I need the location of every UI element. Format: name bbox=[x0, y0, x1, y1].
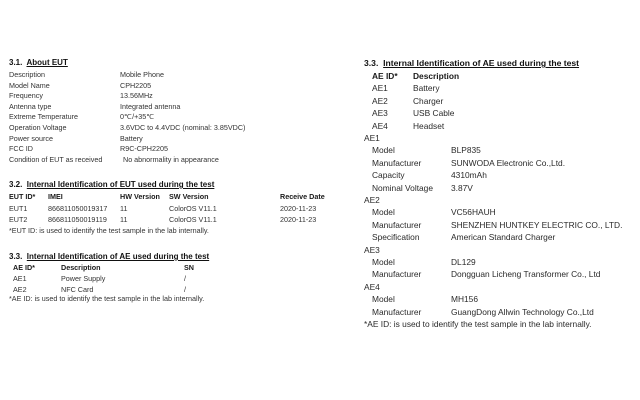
field-value: CPH2205 bbox=[120, 80, 152, 90]
section-title: About EUT bbox=[26, 58, 68, 67]
field-label: Model bbox=[372, 207, 395, 218]
field-label: Manufacturer bbox=[372, 306, 422, 317]
eut-ident-heading bbox=[9, 180, 214, 189]
ae-note-left: *AE ID: is used to identify the test sample in the lab internally. bbox=[9, 294, 205, 303]
field-label: Condition of EUT as received bbox=[9, 154, 103, 164]
table-cell: AE2 bbox=[13, 284, 27, 294]
table-header: AE ID* bbox=[13, 263, 35, 272]
table-header: Description bbox=[61, 263, 101, 272]
field-label: Power source bbox=[9, 133, 53, 143]
field-label: FCC ID bbox=[9, 144, 33, 154]
group-heading: AE1 bbox=[364, 133, 380, 143]
field-value: Mobile Phone bbox=[120, 70, 164, 79]
section-title: Internal Identification of EUT used during the test bbox=[26, 180, 215, 189]
field-label: Frequency bbox=[9, 91, 43, 101]
table-header: AE ID* bbox=[372, 71, 398, 81]
table-cell: Headset bbox=[413, 120, 445, 131]
table-header: Description bbox=[413, 71, 460, 81]
table-cell: Power Supply bbox=[61, 274, 106, 283]
table-cell: AE1 bbox=[372, 83, 388, 94]
field-label: Model bbox=[372, 257, 395, 267]
field-label: Model Name bbox=[9, 80, 50, 90]
table-cell: AE3 bbox=[372, 108, 388, 119]
field-label: Extreme Temperature bbox=[9, 112, 78, 122]
group-heading: AE3 bbox=[364, 244, 380, 255]
field-value: Battery bbox=[120, 133, 143, 143]
table-cell: EUT2 bbox=[9, 215, 28, 224]
table-cell: Battery bbox=[413, 83, 440, 94]
table-header: EUT ID* bbox=[9, 192, 36, 201]
table-cell: NFC Card bbox=[61, 284, 94, 294]
field-label: Description bbox=[9, 70, 45, 79]
table-cell: 2020-11-23 bbox=[280, 215, 317, 224]
field-label: Model bbox=[372, 145, 395, 156]
section-heading bbox=[9, 58, 68, 67]
field-value: No abnormality in appearance bbox=[123, 154, 219, 164]
field-value: 4310mAh bbox=[451, 170, 487, 181]
field-value: American Standard Charger bbox=[451, 232, 556, 243]
field-value: BLP835 bbox=[451, 145, 481, 156]
field-value: GuangDong Allwin Technology Co.,Ltd bbox=[451, 306, 594, 317]
field-value: 3.6VDC to 4.4VDC (nominal: 3.85VDC) bbox=[120, 123, 246, 132]
field-label: Manufacturer bbox=[372, 157, 422, 168]
table-cell: 11 bbox=[120, 215, 128, 224]
table-cell: / bbox=[184, 274, 186, 283]
table-cell: 2020-11-23 bbox=[280, 204, 317, 213]
section-number: 3.3. bbox=[364, 58, 379, 68]
field-value: MH156 bbox=[451, 294, 478, 305]
table-cell: AE2 bbox=[372, 95, 388, 106]
field-value: Dongguan Licheng Transformer Co., Ltd bbox=[451, 269, 601, 280]
field-value: 0℃/+35℃ bbox=[120, 112, 155, 122]
section-title: Internal Identification of AE used during the test bbox=[383, 58, 580, 68]
ae-note-right: *AE ID: is used to identify the test sample in the lab internally. bbox=[364, 319, 592, 329]
field-label: Capacity bbox=[372, 170, 405, 181]
field-value: SUNWODA Electronic Co.,Ltd. bbox=[451, 157, 566, 168]
field-label: Model bbox=[372, 294, 395, 305]
table-cell: 866811050019119 bbox=[48, 215, 107, 224]
table-cell: AE4 bbox=[372, 120, 388, 131]
table-cell: ColorOS V11.1 bbox=[169, 215, 217, 224]
field-value: DL129 bbox=[451, 257, 476, 267]
field-label: Operation Voltage bbox=[9, 123, 67, 132]
field-value: R9C-CPH2205 bbox=[120, 144, 168, 154]
section-title: Internal Identification of AE used during the test bbox=[26, 252, 210, 261]
field-value: 13.56MHz bbox=[120, 91, 153, 101]
field-value: 3.87V bbox=[451, 182, 473, 193]
section-number: 3.3. bbox=[9, 252, 23, 261]
field-label: Manufacturer bbox=[372, 269, 422, 280]
field-label: Nominal Voltage bbox=[372, 182, 433, 193]
table-cell: USB Cable bbox=[413, 108, 455, 119]
section-number: 3.2. bbox=[9, 180, 23, 189]
table-header: IMEI bbox=[48, 192, 63, 201]
field-label: Manufacturer bbox=[372, 219, 422, 230]
field-value: SHENZHEN HUNTKEY ELECTRIC CO., LTD. bbox=[451, 219, 623, 230]
group-heading: AE2 bbox=[364, 195, 380, 205]
table-cell: AE1 bbox=[13, 274, 27, 283]
field-value: VC56HAUH bbox=[451, 207, 496, 218]
table-header: Receive Date bbox=[280, 192, 325, 201]
table-cell: Charger bbox=[413, 95, 444, 106]
ae-ident-heading bbox=[9, 252, 209, 261]
table-header: SN bbox=[184, 263, 194, 272]
field-label: Antenna type bbox=[9, 101, 52, 111]
table-cell: EUT1 bbox=[9, 204, 28, 213]
table-cell: 866811050019317 bbox=[48, 204, 108, 213]
field-value: Integrated antenna bbox=[120, 101, 181, 111]
eut-note: *EUT ID: is used to identify the test sample in the lab internally. bbox=[9, 226, 209, 235]
field-label: Specification bbox=[372, 232, 420, 243]
table-header: SW Version bbox=[169, 192, 209, 201]
table-cell: ColorOS V11.1 bbox=[169, 204, 217, 213]
table-cell: / bbox=[184, 284, 186, 294]
ae-ident-heading-right bbox=[364, 58, 579, 68]
table-header: HW Version bbox=[120, 192, 160, 201]
group-heading: AE4 bbox=[364, 281, 380, 292]
table-cell: 11 bbox=[120, 204, 128, 213]
section-number: 3.1. bbox=[9, 58, 23, 67]
